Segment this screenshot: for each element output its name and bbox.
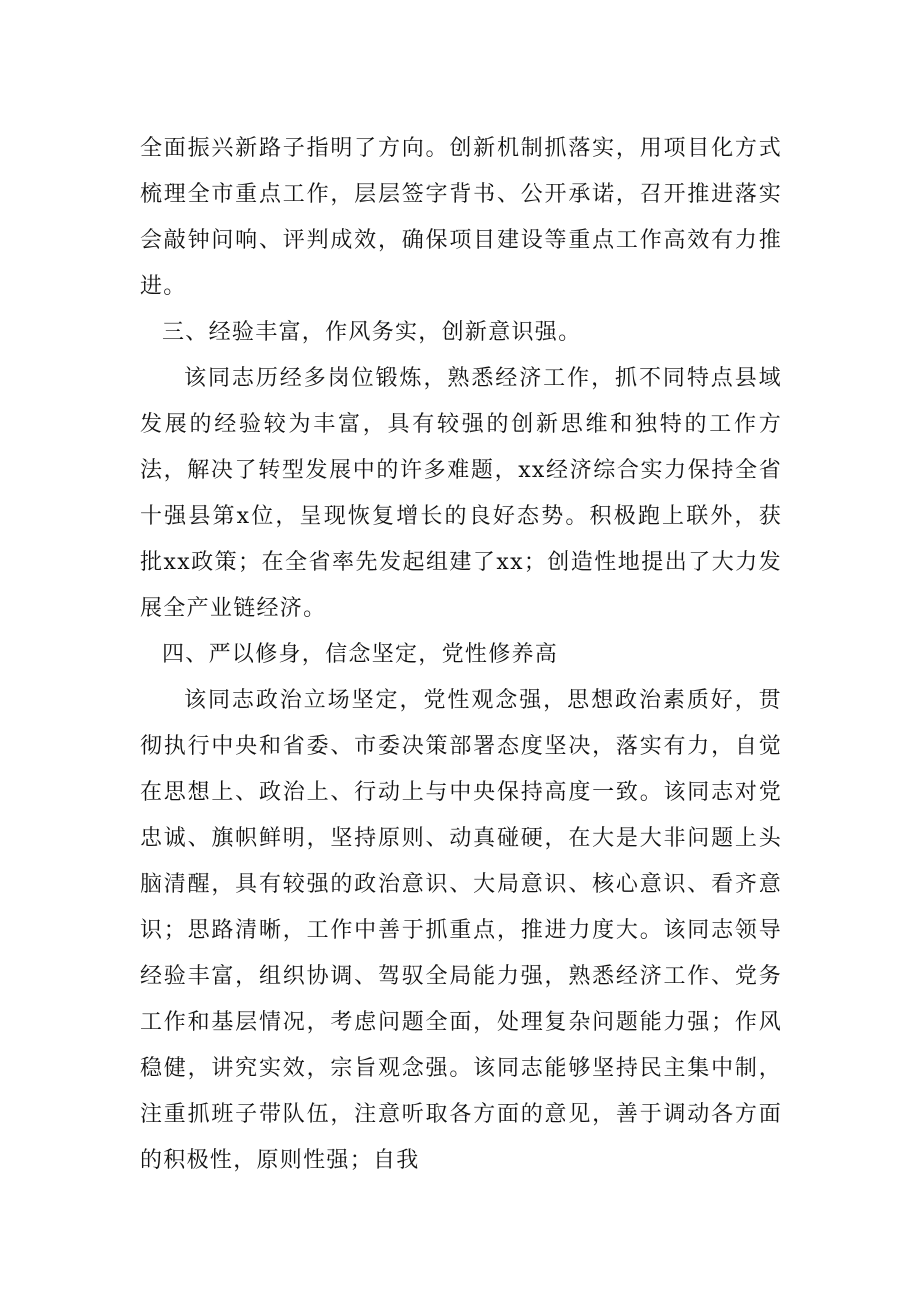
section-heading-three: 三、经验丰富，作风务实，创新意识强。 <box>162 320 582 345</box>
paragraph-experience: 该同志历经多岗位锻炼，熟悉经济工作，抓不同特点县域发展的经验较为丰富，具有较强的创新思维和独特的工作方法，解决了转型发展中的许多难题，xx经济综合实力保持全省十强县第x位，呈现恢复增长的良好态势。积极跑上联外，获批xx政策；在全省率先发起组建了xx；创造性地提出了大力发展全产业链经济。 <box>140 366 782 621</box>
paragraph-continuation: 全面振兴新路子指明了方向。创新机制抓落实，用项目化方式梳理全市重点工作，层层签字背书、公开承诺，召开推进落实会敲钟问响、评判成效，确保项目建设等重点工作高效有力推进。 <box>140 136 782 299</box>
section-heading-four: 四、严以修身，信念坚定，党性修养高 <box>162 642 559 667</box>
document-body <box>140 126 782 1184</box>
paragraph-political-integrity: 该同志政治立场坚定，党性观念强，思想政治素质好，贯彻执行中央和省委、市委决策部署态度坚决，落实有力，自觉在思想上、政治上、行动上与中央保持高度一致。该同志对党忠诚、旗帜鲜明，坚持原则、动真碰硬，在大是大非问题上头脑清醒，具有较强的政治意识、大局意识、核心意识、看齐意识；思路清晰，工作中善于抓重点，推进力度大。该同志领导经验丰富，组织协调、驾驭全局能力强，熟悉经济工作、党务工作和基层情况，考虑问题全面，处理复杂问题能力强；作风稳健，讲究实效，宗旨观念强。该同志能够坚持民主集中制，注重抓班子带队伍，注意听取各方面的意见，善于调动各方面的积极性，原则性强；自我 <box>140 688 782 1173</box>
